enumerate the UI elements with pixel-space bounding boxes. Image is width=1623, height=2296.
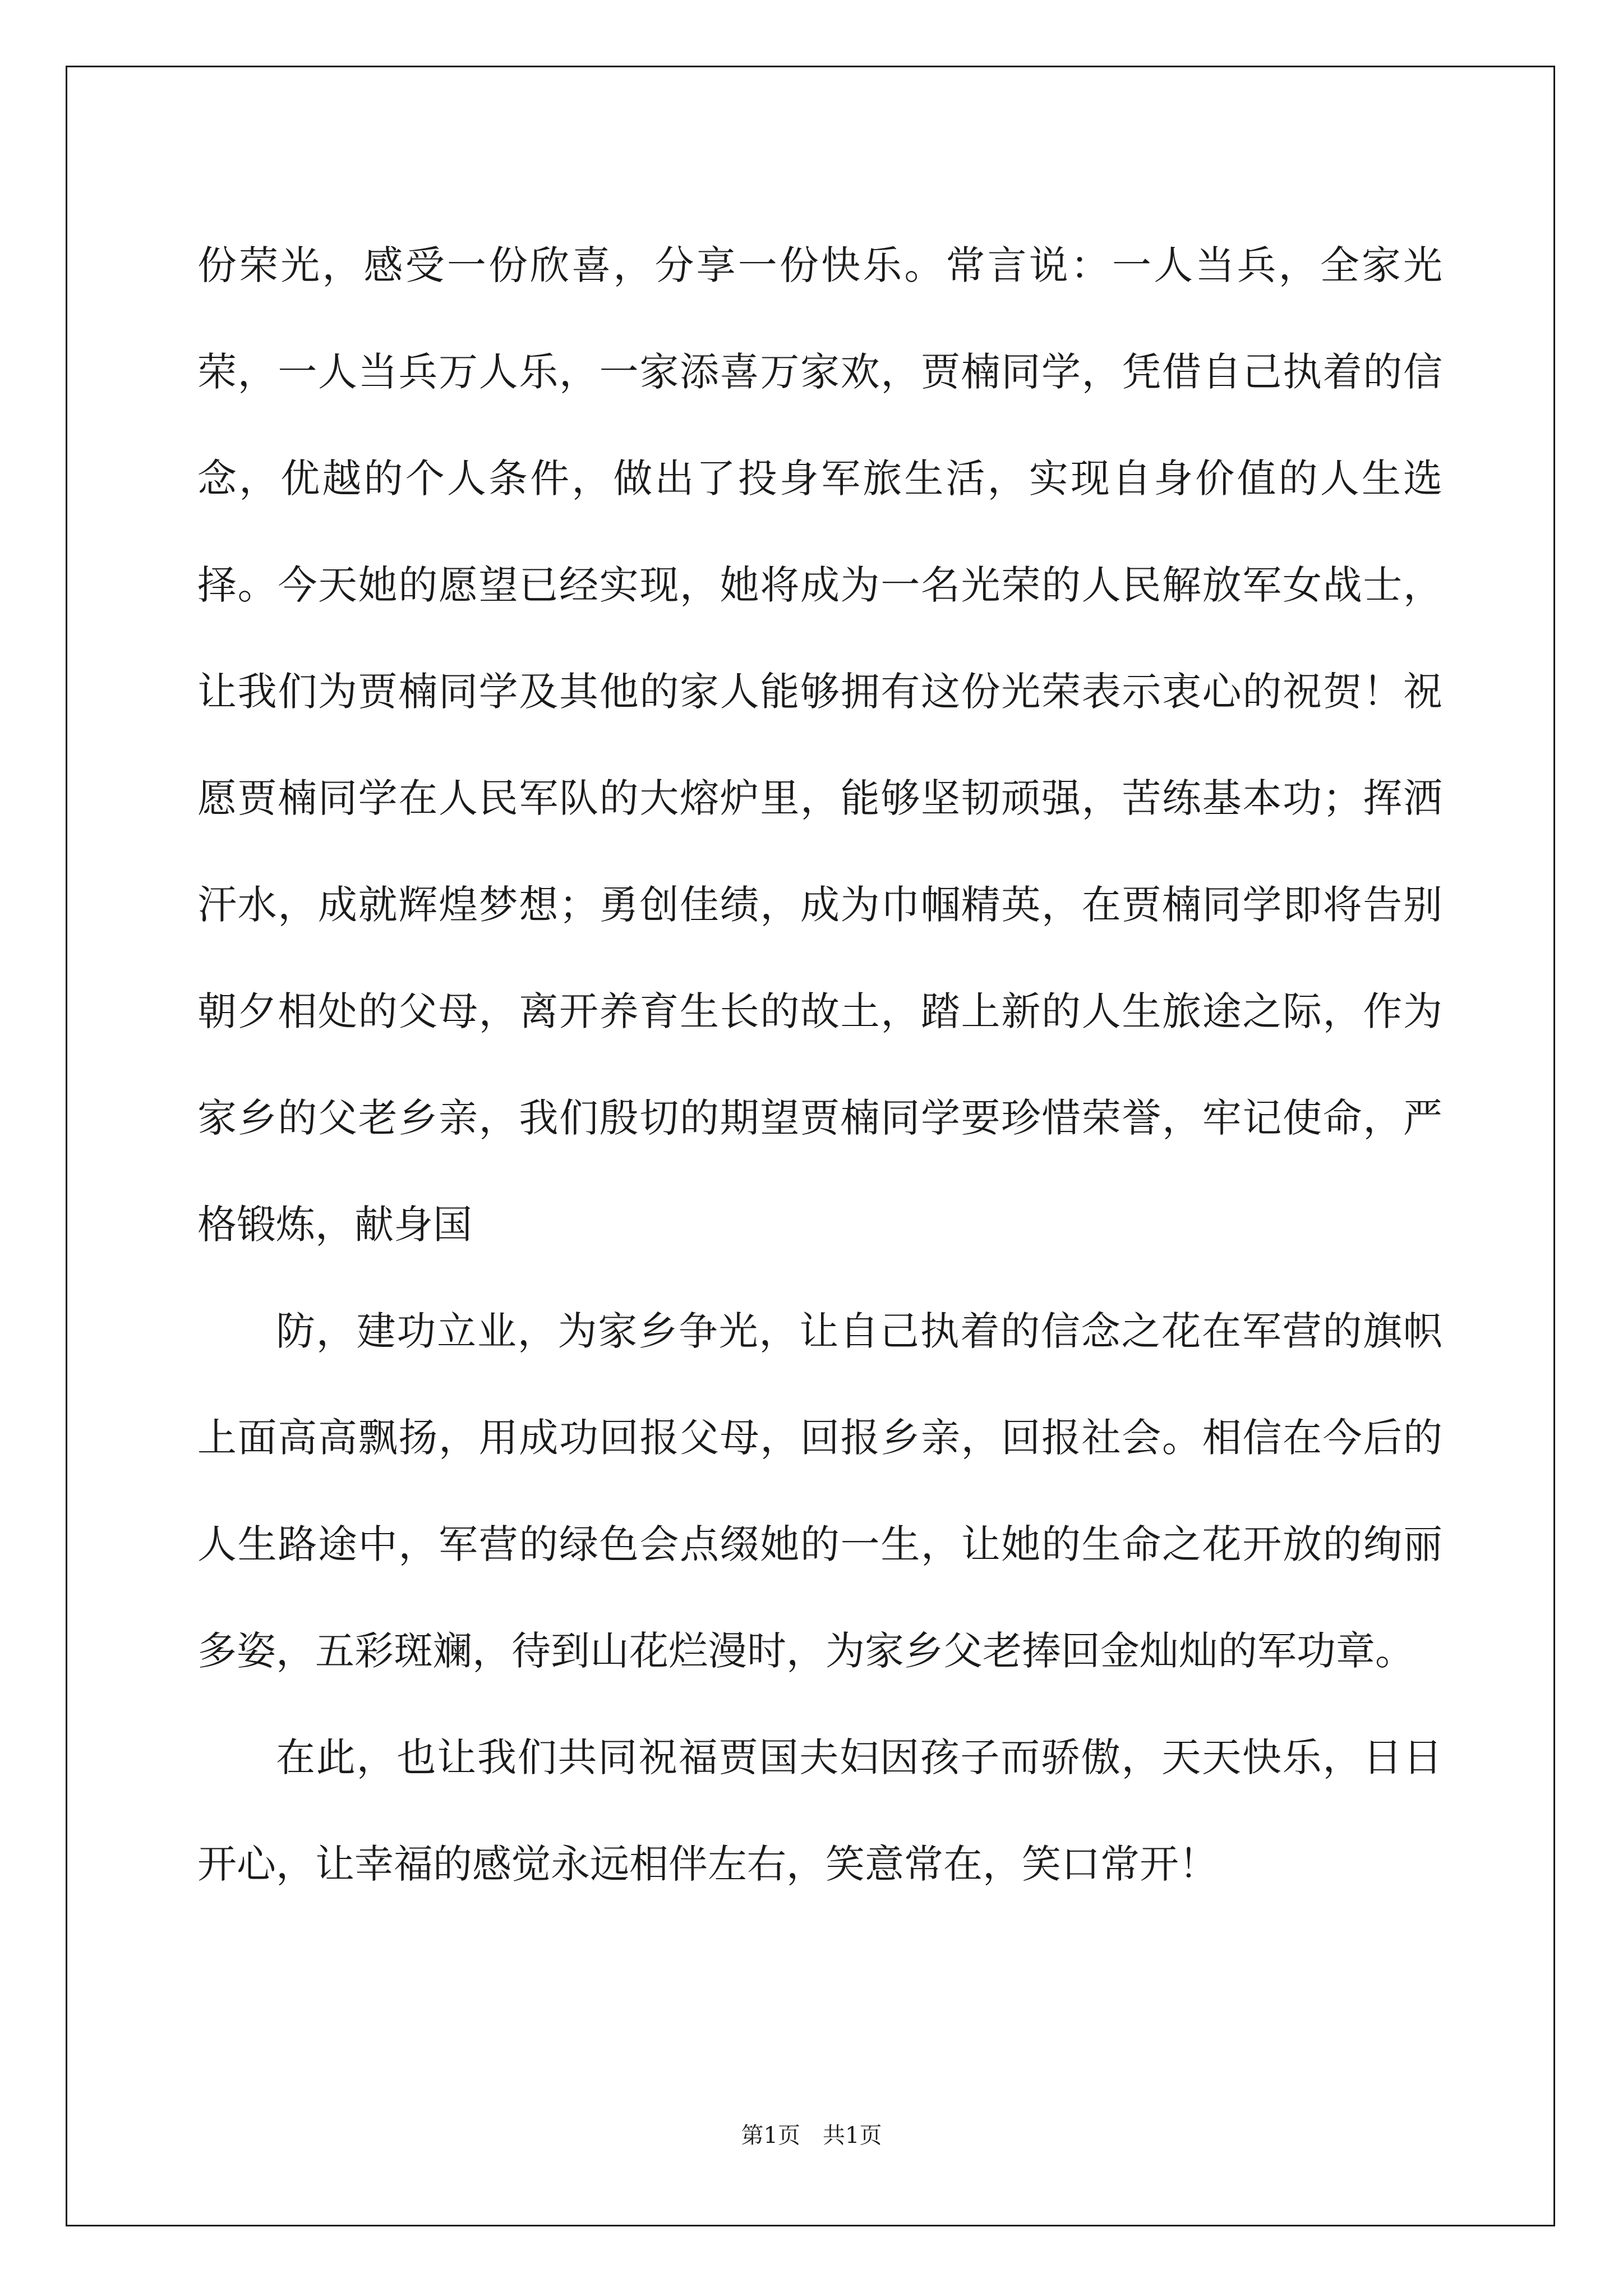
page-footer: [0, 2118, 1623, 2150]
paragraph: 在此，也让我们共同祝福贾国夫妇因孩子而骄傲，天天快乐，日日开心，让幸福的感觉永远相伴左右，笑意常在，笑口常开！: [197, 1734, 1442, 1887]
paragraph: 防，建功立业，为家乡争光，让自己执着的信念之花在军营的旗帜上面高高飘扬，用成功回报父母，回报乡亲，回报社会。相信在今后的人生路途中，军营的绿色会点缀她的一生，让她的生命之花开放的绚丽多姿，五彩斑斓，待到山花烂漫时，为家乡父老捧回金灿灿的军功章。: [197, 1308, 1442, 1674]
page-number-current: 第1页: [741, 2123, 800, 2148]
page-number-total: 共1页: [823, 2123, 882, 2148]
paragraph: 份荣光，感受一份欣喜，分享一份快乐。常言说：一人当兵，全家光荣，一人当兵万人乐，一家添喜万家欢，贾楠同学，凭借自己执着的信念，优越的个人条件，做出了投身军旅生活，实现自身价值的人生选择。今天她的愿望已经实现，她将成为一名光荣的人民解放军女战士，让我们为贾楠同学及其他的家人能够拥有这份光荣表示衷心的祝贺！祝愿贾楠同学在人民军队的大熔炉里，能够坚韧顽强，苦练基本功；挥洒汗水，成就辉煌梦想；勇创佳绩，成为巾帼精英，在贾楠同学即将告别朝夕相处的父母，离开养育生长的故土，踏上新的人生旅途之际，作为家乡的父老乡亲，我们殷切的期望贾楠同学要珍惜荣誉，牢记使命，严格锻炼，献身国: [197, 242, 1442, 1248]
document-body: [197, 212, 1442, 1917]
